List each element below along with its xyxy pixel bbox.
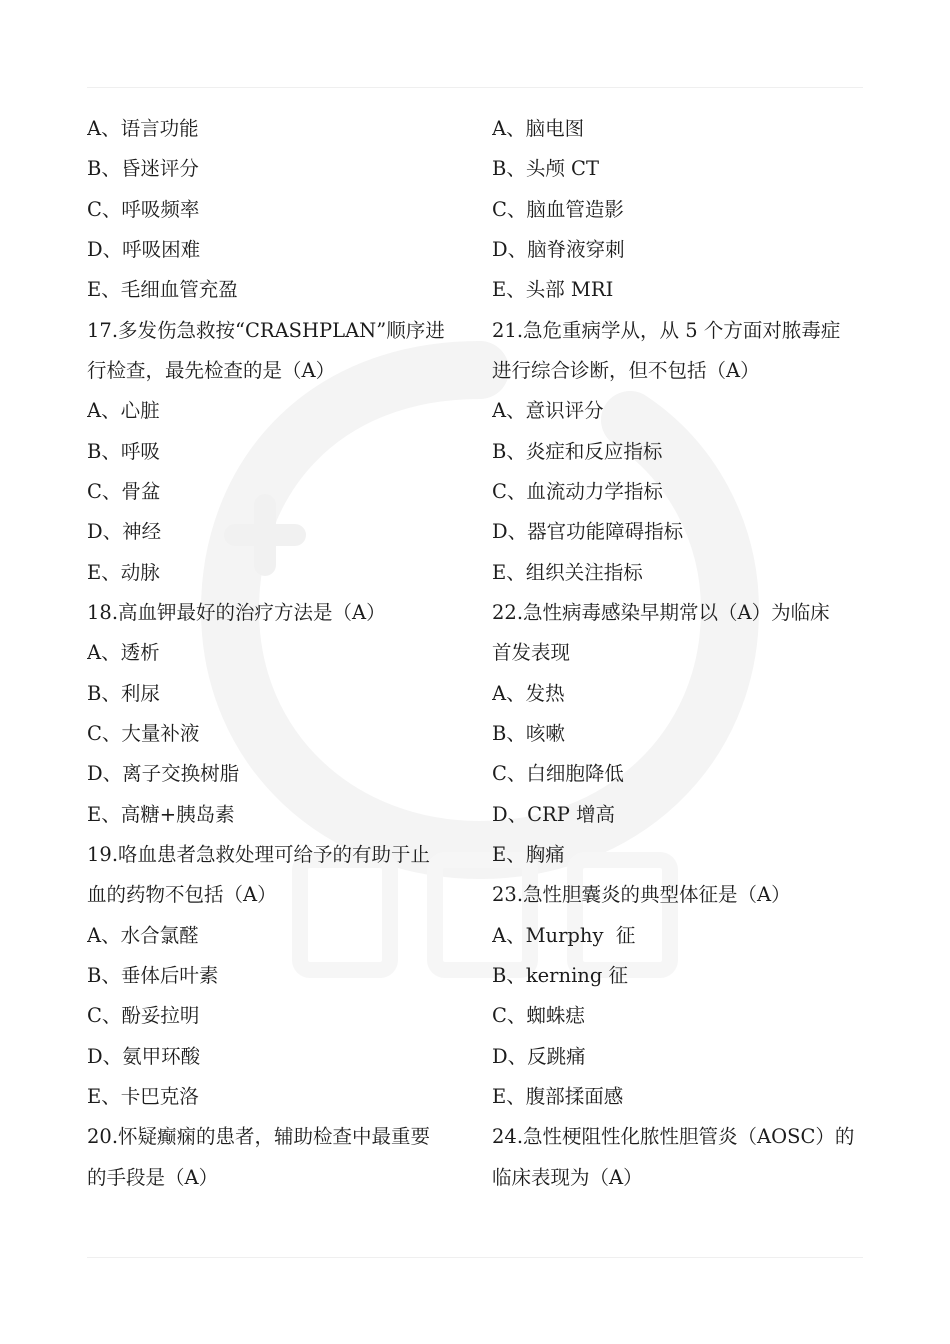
option-a: A、Murphy 征 xyxy=(492,923,636,947)
option-c: C、大量补液 xyxy=(87,721,200,745)
option-b: B、呼吸 xyxy=(87,439,160,463)
option-d: D、离子交换树脂 xyxy=(87,762,240,786)
option-c: C、酚妥拉明 xyxy=(87,1004,200,1028)
option-e: E、卡巴克洛 xyxy=(87,1084,199,1108)
question-21-text-cont: 进行综合诊断，但不包括（A） xyxy=(492,358,760,382)
option-c: C、白细胞降低 xyxy=(492,762,624,786)
question-19-text: 19.咯血患者急救处理可给予的有助于止 xyxy=(87,842,431,866)
option-e: E、头部 MRI xyxy=(492,278,614,302)
option-e: E、胸痛 xyxy=(492,842,565,866)
option-b: B、利尿 xyxy=(87,681,160,705)
option-b: B、咳嗽 xyxy=(492,721,565,745)
question-22-text: 22.急性病毒感染早期常以（A）为临床 xyxy=(492,600,830,624)
option-d: D、神经 xyxy=(87,520,162,544)
option-d: D、氨甲环酸 xyxy=(87,1044,201,1068)
option-e: E、毛细血管充盈 xyxy=(87,278,238,302)
option-c: C、呼吸频率 xyxy=(87,197,200,221)
header-rule xyxy=(87,87,863,88)
question-18-text: 18.高血钾最好的治疗方法是（A） xyxy=(87,600,386,624)
question-24-text-cont: 临床表现为（A） xyxy=(492,1165,643,1189)
option-a: A、透析 xyxy=(87,641,160,665)
question-20-text: 20.怀疑癫痫的患者，辅助检查中最重要 xyxy=(87,1125,431,1149)
option-c: C、骨盆 xyxy=(87,479,161,503)
option-a: A、水合氯醛 xyxy=(87,923,199,947)
option-b: B、炎症和反应指标 xyxy=(492,439,663,463)
right-column xyxy=(492,109,864,1198)
option-e: E、腹部揉面感 xyxy=(492,1084,624,1108)
left-column xyxy=(87,109,459,1198)
option-d: D、CRP 增高 xyxy=(492,802,616,826)
option-a: A、心脏 xyxy=(87,399,160,423)
question-24-text: 24.急性梗阻性化脓性胆管炎（AOSC）的 xyxy=(492,1125,855,1149)
option-a: A、发热 xyxy=(492,681,565,705)
option-c: C、蜘蛛痣 xyxy=(492,1004,585,1028)
question-17-text-cont: 行检查，最先检查的是（A） xyxy=(87,358,336,382)
option-e: E、高糖+胰岛素 xyxy=(87,802,235,826)
question-22-text-cont: 首发表现 xyxy=(492,641,571,665)
question-20-text-cont: 的手段是（A） xyxy=(87,1165,219,1189)
option-d: D、反跳痛 xyxy=(492,1044,586,1068)
question-17-text: 17.多发伤急救按“CRASHPLAN”顺序进 xyxy=(87,318,445,342)
option-a: A、意识评分 xyxy=(492,399,604,423)
question-19-text-cont: 血的药物不包括（A） xyxy=(87,883,277,907)
option-d: D、脑脊液穿刺 xyxy=(492,237,625,261)
option-b: B、昏迷评分 xyxy=(87,157,199,181)
option-d: D、呼吸困难 xyxy=(87,237,201,261)
option-a: A、脑电图 xyxy=(492,117,585,140)
question-23-text: 23.急性胆囊炎的典型体征是（A） xyxy=(492,883,791,907)
question-21-text: 21.急危重病学从，从 5 个方面对脓毒症 xyxy=(492,318,841,342)
footer-rule xyxy=(87,1257,863,1258)
option-b: B、kerning 征 xyxy=(492,963,629,987)
option-e: E、动脉 xyxy=(87,560,160,584)
option-c: C、脑血管造影 xyxy=(492,197,624,221)
option-e: E、组织关注指标 xyxy=(492,560,643,584)
option-c: C、血流动力学指标 xyxy=(492,479,663,503)
option-b: B、头颅 CT xyxy=(492,157,599,181)
option-d: D、器官功能障碍指标 xyxy=(492,520,684,544)
option-a: A、语言功能 xyxy=(87,117,199,140)
option-b: B、垂体后叶素 xyxy=(87,963,219,987)
